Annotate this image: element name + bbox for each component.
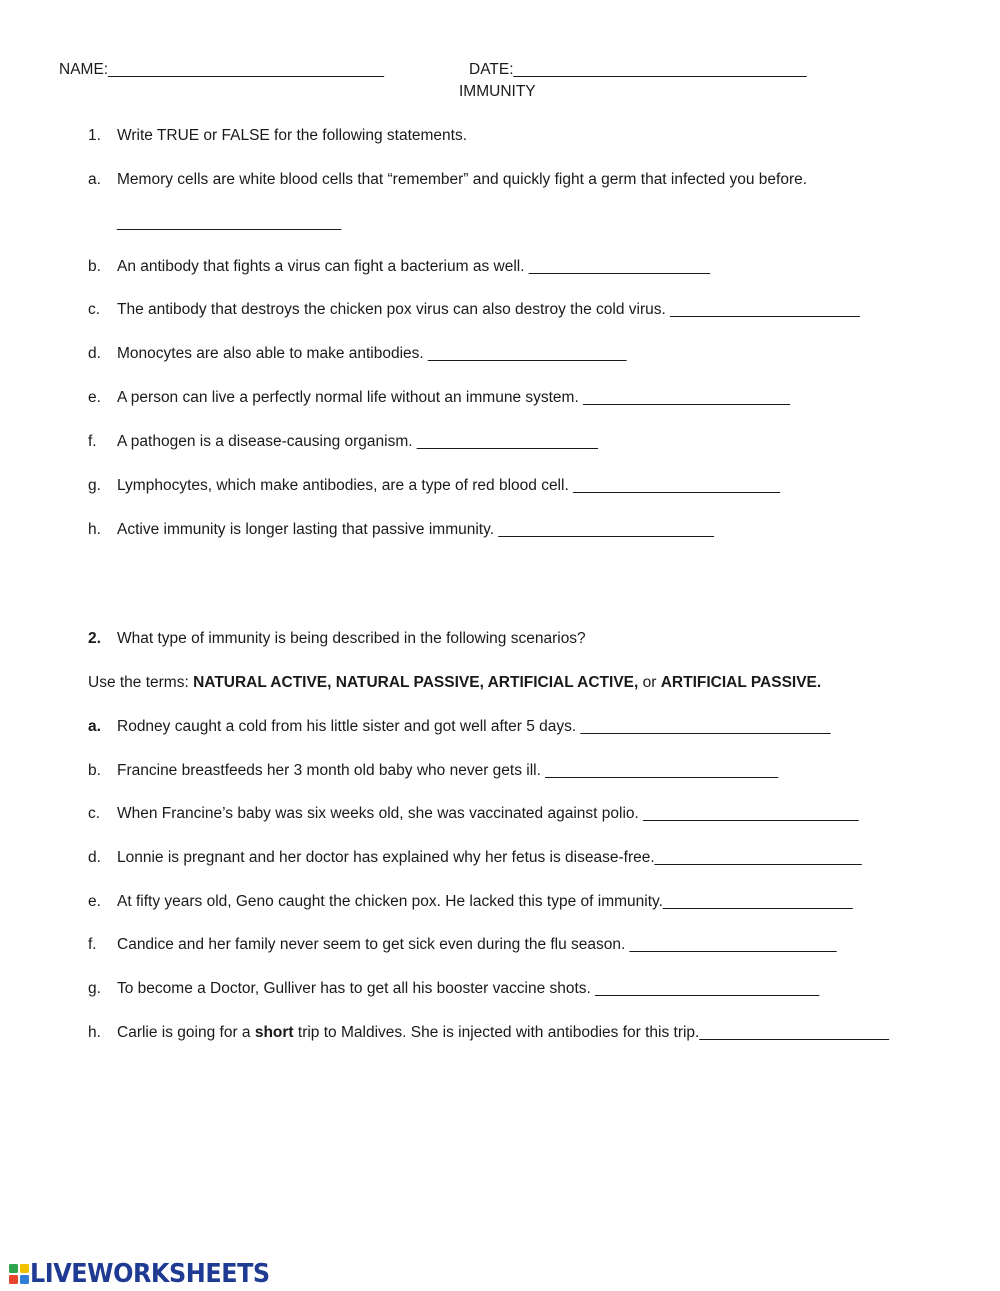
s2-item-b-letter: b. [88,762,101,779]
s2-item-e-blank[interactable]: ______________________ [662,893,853,910]
s1-item-g-letter: g. [88,477,101,494]
s1-item-c [117,301,860,319]
s1-item-b [117,258,710,276]
s2-item-g-letter: g. [88,980,101,997]
s2-item-f-blank[interactable]: ________________________ [629,936,837,953]
s1-item-h-blank[interactable]: _________________________ [498,521,714,538]
s1-item-h-letter: h. [88,521,101,538]
s1-item-b-letter: b. [88,258,101,275]
s1-item-e-blank[interactable]: ________________________ [583,389,790,406]
s2-item-g-blank[interactable]: __________________________ [595,980,820,997]
s1-item-g-blank[interactable]: ________________________ [573,477,780,494]
date-label: DATE: [469,61,514,78]
section2-question: What type of immunity is being described in the following scenarios? [117,630,586,647]
s1-item-b-blank[interactable]: _____________________ [528,258,710,275]
s2-item-d [117,849,862,867]
section1-number: 1. [88,127,101,144]
terms-last: ARTIFICIAL PASSIVE. [660,674,822,691]
s1-item-d-letter: d. [88,345,101,362]
s1-item-f-text: A pathogen is a disease-causing organism. [117,433,413,450]
s2-item-d-text: Lonnie is pregnant and her doctor has explained why her fetus is disease-free. [117,849,655,866]
s2-item-a-blank[interactable]: _____________________________ [580,718,831,735]
s1-item-f-blank[interactable]: _____________________ [416,433,598,450]
s2-item-h-blank[interactable]: ______________________ [699,1024,890,1041]
s1-item-a-text: Memory cells are white blood cells that “remember” and quickly fight a germ that infected you before. [117,171,808,188]
s2-item-e-text: At fifty years old, Geno caught the chicken pox. He lacked this type of immunity. [117,893,663,910]
name-line [59,61,384,79]
s1-item-a-letter: a. [88,171,101,188]
s2-item-c-text: When Francine’s baby was six weeks old, she was vaccinated against polio. [117,805,639,822]
s2-item-g-text: To become a Doctor, Gulliver has to get all his booster vaccine shots. [117,980,591,997]
s1-item-h-text: Active immunity is longer lasting that passive immunity. [117,521,495,538]
section2-terms [88,674,821,692]
s2-item-f-letter: f. [88,936,97,953]
s1-item-e-letter: e. [88,389,101,406]
s2-item-h [117,1024,889,1042]
s2-item-f-text: Candice and her family never seem to get sick even during the flu season. [117,936,626,953]
s2-item-h-letter: h. [88,1024,101,1041]
s2-item-b-text: Francine breastfeeds her 3 month old baby who never gets ill. [117,762,541,779]
s2-item-a-text: Rodney caught a cold from his little sister and got well after 5 days. [117,718,577,735]
date-line [469,61,807,79]
date-blank[interactable]: __________________________________ [513,61,807,78]
terms-bold: NATURAL ACTIVE, NATURAL PASSIVE, ARTIFICIAL ACTIVE, [193,674,639,691]
s1-item-g-text: Lymphocytes, which make antibodies, are a type of red blood cell. [117,477,569,494]
section2-number: 2. [88,630,101,647]
liveworksheets-logo [8,1258,291,1290]
s1-item-c-letter: c. [88,301,101,318]
s1-item-g [117,477,780,495]
s1-item-c-text: The antibody that destroys the chicken pox virus can also destroy the cold virus. [117,301,666,318]
terms-prefix: Use the terms: [88,674,194,691]
s2-item-a-letter: a. [88,718,101,735]
s2-item-g [117,980,819,998]
s1-item-d [117,345,626,363]
s1-item-f-letter: f. [88,433,97,450]
s1-item-f [117,433,598,451]
name-label: NAME: [59,61,109,78]
s2-item-f [117,936,837,954]
page-title: IMMUNITY [459,83,536,100]
s2-item-c-blank[interactable]: _________________________ [643,805,859,822]
s2-item-h-text-before: Carlie is going for a [117,1024,255,1041]
s2-item-h-text-bold: short [254,1024,294,1041]
s2-item-c [117,805,859,823]
s1-item-e-text: A person can live a perfectly normal life without an immune system. [117,389,579,406]
s2-item-d-letter: d. [88,849,101,866]
s2-item-b [117,762,778,780]
s1-item-c-blank[interactable]: ______________________ [670,301,860,318]
s2-item-h-text-after: trip to Maldives. She is injected with antibodies for this trip. [293,1024,700,1041]
s1-item-b-text: An antibody that fights a virus can fight a bacterium as well. [117,258,525,275]
logo-mark-icon [8,1262,30,1286]
name-blank[interactable]: ________________________________ [108,61,384,78]
section1-instruction: Write TRUE or FALSE for the following statements. [117,127,468,144]
terms-or: or [638,674,661,691]
s2-item-b-blank[interactable]: ___________________________ [545,762,778,779]
s2-item-e [117,893,853,911]
s1-item-h [117,521,714,539]
s2-item-e-letter: e. [88,893,101,910]
s1-item-d-blank[interactable]: _______________________ [428,345,627,362]
s2-item-a [117,718,831,736]
s2-item-c-letter: c. [88,805,101,822]
logo-text: LIVEWORKSHEETS [30,1259,270,1289]
s1-item-d-text: Monocytes are also able to make antibodies. [117,345,424,362]
s2-item-d-blank[interactable]: ________________________ [654,849,862,866]
s1-item-a-blank[interactable]: __________________________ [117,214,342,231]
s1-item-e [117,389,790,407]
